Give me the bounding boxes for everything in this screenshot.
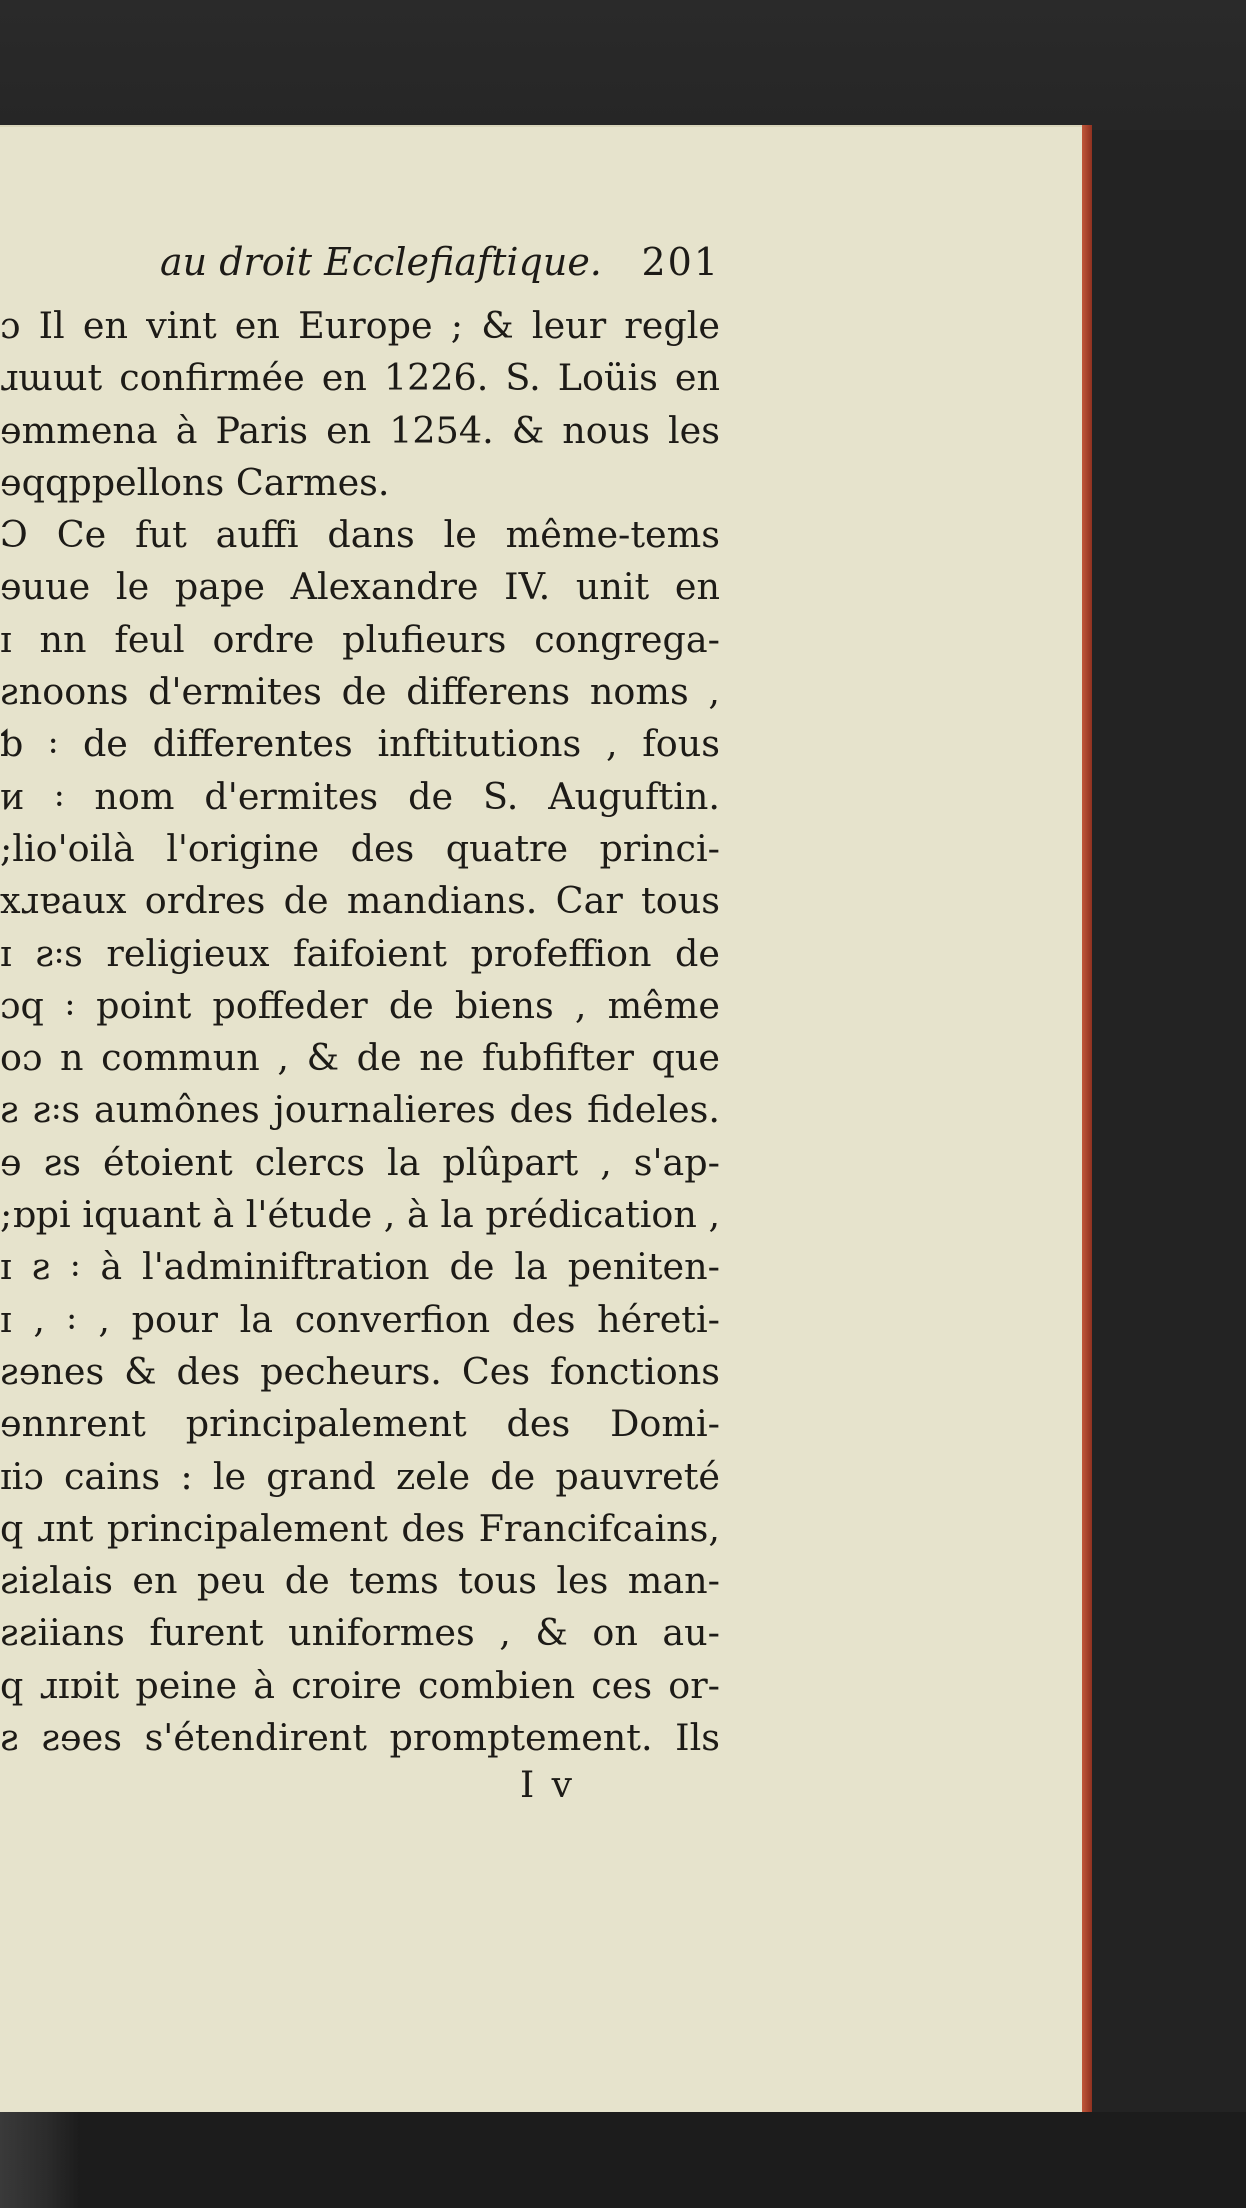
text-line: q ɹnt principalement des Francifcains, xyxy=(0,1506,720,1550)
text-line: ƨ ƨɘes s'étendirent promptement. Ils xyxy=(0,1716,720,1760)
text-line: ɹɯɯt confirmée en 1226. S. Loüis en xyxy=(0,356,720,400)
text-line: ɘmmena à Paris en 1254. & nous les xyxy=(0,408,720,452)
page-number: 201 xyxy=(641,240,720,284)
text-line: ƨ ƨ꞉s aumônes journalieres des fideles. xyxy=(0,1088,720,1132)
text-line: ƨɘnes & des pecheurs. Ces fonctions xyxy=(0,1349,720,1393)
text-line: ƨiƨlais en peu de tems tous les man- xyxy=(0,1559,720,1603)
text-line: Ɔ Ce fut auffi dans le même-tems xyxy=(0,513,720,557)
text-line: ɔ Il en vint en Europe ; & leur regle xyxy=(0,304,720,347)
text-line: ɘuue le pape Alexandre IV. unit en xyxy=(0,565,720,609)
text-line: ɪ nn feul ordre plufieurs congrega- xyxy=(0,617,720,661)
running-head: au droit Ecclefiaftique. xyxy=(160,240,602,284)
text-line: oɔ n commun , & de ne fubfifter que xyxy=(0,1036,720,1080)
text-line: ɘ ƨs étoient clercs la plûpart , s'ap- xyxy=(0,1140,720,1184)
text-line: ɪ , ꞉ , pour la converfion des héreti- xyxy=(0,1297,720,1341)
scanner-backdrop-top xyxy=(0,0,1246,130)
text-line: ƨƨiians furent uniformes , & on au- xyxy=(0,1611,720,1655)
text-line: ɘnnrent principalement des Domi- xyxy=(0,1402,720,1446)
text-line: q ɹɪɒit peine à croire combien ces or- xyxy=(0,1663,720,1707)
text-line: ɔq ꞉ point poffeder de biens , même xyxy=(0,983,720,1027)
scanner-backdrop-bottom xyxy=(0,2112,1246,2208)
book-spine-edge xyxy=(0,2112,80,2208)
page-header xyxy=(160,240,720,300)
text-line: ƅ ꞉ de differentes inftitutions , fous xyxy=(0,722,720,766)
text-line: ɪiɔ cains : le grand zele de pauvreté xyxy=(0,1454,720,1498)
text-line: ᴎ ꞉ nom d'ermites de S. Auguftin. xyxy=(0,774,720,818)
text-lines xyxy=(0,300,720,1764)
text-line: ɘqqppellons Carmes. xyxy=(0,460,390,504)
page-red-edge xyxy=(1082,125,1092,2115)
catchword: I v xyxy=(520,1765,576,1806)
text-line: ;ɒpi iquant à l'étude , à la prédication , xyxy=(0,1193,720,1237)
text-line: xɹɐaux ordres de mandians. Car tous xyxy=(0,879,720,923)
text-line: ƨnoons d'ermites de differens noms , xyxy=(0,670,720,714)
text-line: ;lio'oilà l'origine des quatre princi- xyxy=(0,826,720,870)
text-line: ɪ ƨ ꞉ à l'adminiftration de la peniten- xyxy=(0,1245,720,1289)
text-line: ɪ ƨ꞉s religieux faifoient profeffion de xyxy=(0,931,720,975)
